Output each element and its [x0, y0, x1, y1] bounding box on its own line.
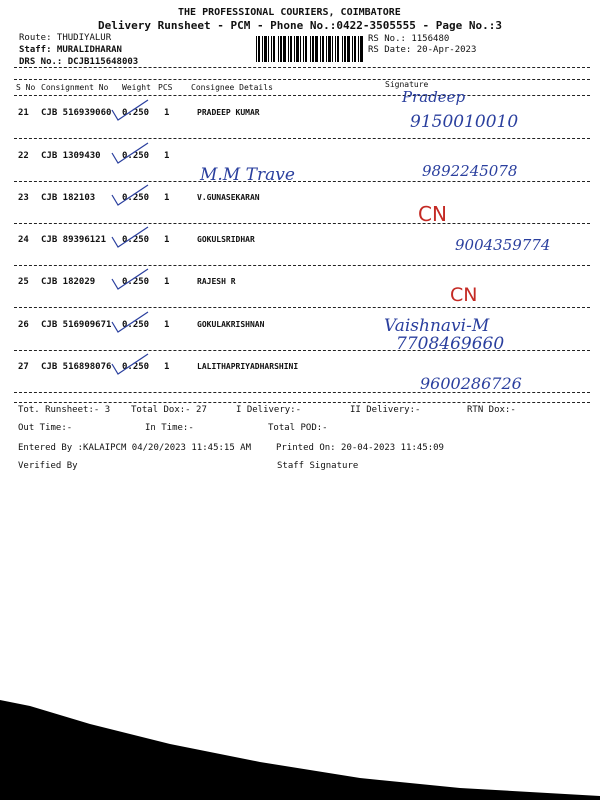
row-sno: 24 — [18, 235, 29, 245]
row-pcs: 1 — [164, 235, 170, 245]
row-weight: 0.250 — [122, 277, 150, 287]
row-consignment-no: CJB 516909671 — [41, 320, 112, 330]
rs-number: RS No.: 1156480 — [368, 34, 450, 44]
in-time: In Time:- — [145, 423, 194, 433]
company-name: THE PROFESSIONAL COURIERS, COIMBATORE — [178, 7, 401, 18]
row-consignee: GOKULSRIDHAR — [197, 235, 255, 244]
col-consignment: Consignment No — [41, 83, 109, 92]
cn-mark: CN — [418, 202, 447, 226]
col-weight: Weight — [122, 83, 151, 92]
col-sno: S No — [16, 83, 36, 92]
row-consignee: V.GUNASEKARAN — [197, 193, 260, 202]
row-consignee: RAJESH R — [197, 277, 236, 286]
row-sno: 27 — [18, 362, 29, 372]
i-delivery: I Delivery:- — [236, 405, 302, 415]
row-consignment-no: CJB 89396121 — [41, 235, 107, 245]
check-mark — [112, 185, 148, 205]
tot-runsheet: Tot. Runsheet:- 3 — [18, 405, 111, 415]
handwritten-signature: 9150010010 — [410, 112, 519, 132]
row-consignment-no: CJB 516939060 — [41, 108, 112, 118]
row-pcs: 1 — [164, 151, 170, 161]
printed-on: Printed On: 20-04-2023 11:45:09 — [276, 443, 444, 453]
total-pod: Total POD:- — [268, 423, 328, 433]
row-weight: 0.250 — [122, 362, 150, 372]
row-sno: 21 — [18, 108, 29, 118]
row-consignment-no: CJB 182103 — [41, 193, 96, 203]
handwritten-signature: 9004359774 — [455, 236, 551, 254]
route-label: Route: THUDIYALUR — [19, 33, 112, 43]
rs-date: RS Date: 20-Apr-2023 — [368, 45, 477, 55]
handwritten-signature: 7708469660 — [396, 334, 505, 354]
row-consignment-no: CJB 516898076 — [41, 362, 112, 372]
check-mark — [112, 143, 148, 163]
cn-mark: CN — [450, 284, 478, 306]
entered-by: Entered By :KALAIPCM 04/20/2023 11:45:15 AM — [18, 443, 251, 453]
staff-label: Staff: MURALIDHARAN — [19, 45, 122, 55]
row-pcs: 1 — [164, 193, 170, 203]
row-pcs: 1 — [164, 277, 170, 287]
drs-number: DRS No.: DCJB115648003 — [19, 57, 139, 67]
row-pcs: 1 — [164, 108, 170, 118]
row-weight: 0.250 — [122, 320, 150, 330]
handwritten-signature: 9600286726 — [420, 374, 522, 393]
scan-shadow — [0, 700, 600, 800]
check-mark — [112, 312, 148, 332]
runsheet-subtitle: Delivery Runsheet - PCM - Phone No.:0422-3505555 - Page No.:3 — [98, 19, 502, 32]
staff-signature: Staff Signature — [277, 461, 359, 471]
row-pcs: 1 — [164, 320, 170, 330]
row-consignee: GOKULAKRISHNAN — [197, 320, 265, 329]
col-consignee: Consignee Details — [191, 83, 273, 92]
row-weight: 0.250 — [122, 151, 150, 161]
row-sno: 23 — [18, 193, 29, 203]
footer-rule — [14, 402, 590, 403]
handwritten-signature: M.M Trave — [200, 165, 295, 185]
check-mark — [112, 269, 148, 289]
handwritten-signature: 9892245078 — [422, 162, 518, 180]
handwritten-signature: Pradeep — [402, 88, 466, 106]
row-weight: 0.250 — [122, 108, 150, 118]
verified-by: Verified By — [18, 461, 78, 471]
row-consignee: PRADEEP KUMAR — [197, 108, 260, 117]
check-mark — [112, 227, 148, 247]
col-pcs: PCS — [158, 83, 173, 92]
total-dox: Total Dox:- 27 — [131, 405, 207, 415]
row-weight: 0.250 — [122, 193, 150, 203]
row-sno: 25 — [18, 277, 29, 287]
row-consignee: LALITHAPRIYADHARSHINI — [197, 362, 299, 371]
row-consignment-no: CJB 1309430 — [41, 151, 101, 161]
out-time: Out Time:- — [18, 423, 73, 433]
col-signature: Signature — [385, 80, 429, 89]
row-sno: 26 — [18, 320, 29, 330]
handwritten-signature: Vaishnavi-M — [384, 316, 490, 336]
rtn-dox: RTN Dox:- — [467, 405, 516, 415]
row-sno: 22 — [18, 151, 29, 161]
ii-delivery: II Delivery:- — [350, 405, 421, 415]
check-mark — [112, 354, 148, 374]
row-weight: 0.250 — [122, 235, 150, 245]
row-consignment-no: CJB 182029 — [41, 277, 96, 287]
row-pcs: 1 — [164, 362, 170, 372]
check-mark — [112, 100, 148, 120]
